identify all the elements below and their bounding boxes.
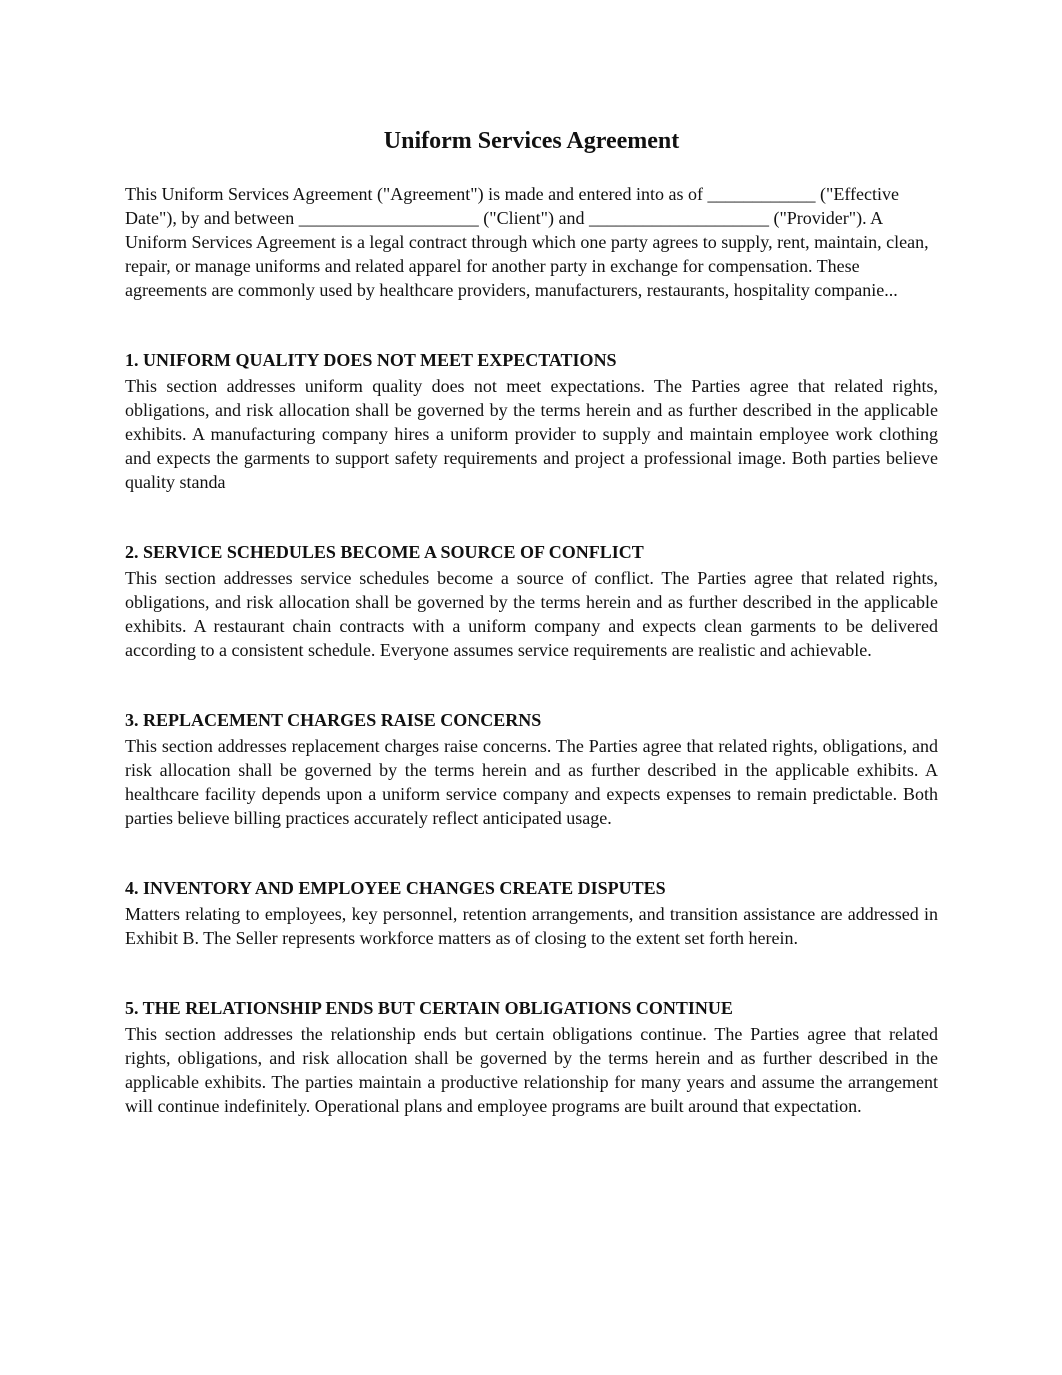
section-body: This section addresses the relationship ends but certain obligations continue. The Parties agree that related rights, obligations, and risk allocation shall be governed by the terms herein and as further described in the applicable exhibits. The parties maintain a productive relationship for many years and assume the arrangement will continue indefinitely. Operational plans and employee programs are built around that expectation. <box>125 1024 938 1116</box>
section-body: This section addresses service schedules become a source of conflict. The Parties agree that related rights, obligations, and risk allocation shall be governed by the terms herein and as further described in the applicable exhibits. A restaurant chain contracts with a uniform company and expects clean garments to be delivered according to a consistent schedule. Everyone assumes service requirements are realistic and achievable. <box>125 568 938 660</box>
section-heading: 1. UNIFORM QUALITY DOES NOT MEET EXPECTATIONS <box>125 350 617 370</box>
section-body: This section addresses uniform quality does not meet expectations. The Parties agree that related rights, obligations, and risk allocation shall be governed by the terms herein and as further described in the applicable exhibits. A manufacturing company hires a uniform provider to supply and maintain employee work clothing and expects the garments to support safety requirements and project a professional image. Both parties believe quality standa <box>125 376 938 492</box>
section-heading: 2. SERVICE SCHEDULES BECOME A SOURCE OF CONFLICT <box>125 542 644 562</box>
section-heading: 5. THE RELATIONSHIP ENDS BUT CERTAIN OBLIGATIONS CONTINUE <box>125 998 733 1018</box>
section-4 <box>125 876 938 950</box>
section-heading: 3. REPLACEMENT CHARGES RAISE CONCERNS <box>125 710 542 730</box>
section-1 <box>125 348 938 494</box>
section-body: Matters relating to employees, key personnel, retention arrangements, and transition assistance are addressed in Exhibit B. The Seller represents workforce matters as of closing to the extent set forth herein. <box>125 904 938 948</box>
intro-paragraph: This Uniform Services Agreement ("Agreement") is made and entered into as of ____________ ("Effective Date"), by and between ____________________ ("Client") and ____________________ ("Provider"). A Uniform Services Agreement is a legal contract through which one party agrees to supply, rent, maintain, clean, repair, or manage uniforms and related apparel for another party in exchange for compensation. These agreements are commonly used by healthcare providers, manufacturers, restaurants, hospitality companie... <box>125 184 929 300</box>
section-body: This section addresses replacement charges raise concerns. The Parties agree that related rights, obligations, and risk allocation shall be governed by the terms herein and as further described in the applicable exhibits. A healthcare facility depends upon a uniform service company and expects expenses to remain predictable. Both parties believe billing practices accurately reflect anticipated usage. <box>125 736 938 828</box>
section-5 <box>125 996 938 1118</box>
document-title: Uniform Services Agreement <box>383 128 680 154</box>
section-heading: 4. INVENTORY AND EMPLOYEE CHANGES CREATE DISPUTES <box>125 878 666 898</box>
document-content <box>125 124 938 1118</box>
section-2 <box>125 540 938 662</box>
section-3 <box>125 708 938 830</box>
